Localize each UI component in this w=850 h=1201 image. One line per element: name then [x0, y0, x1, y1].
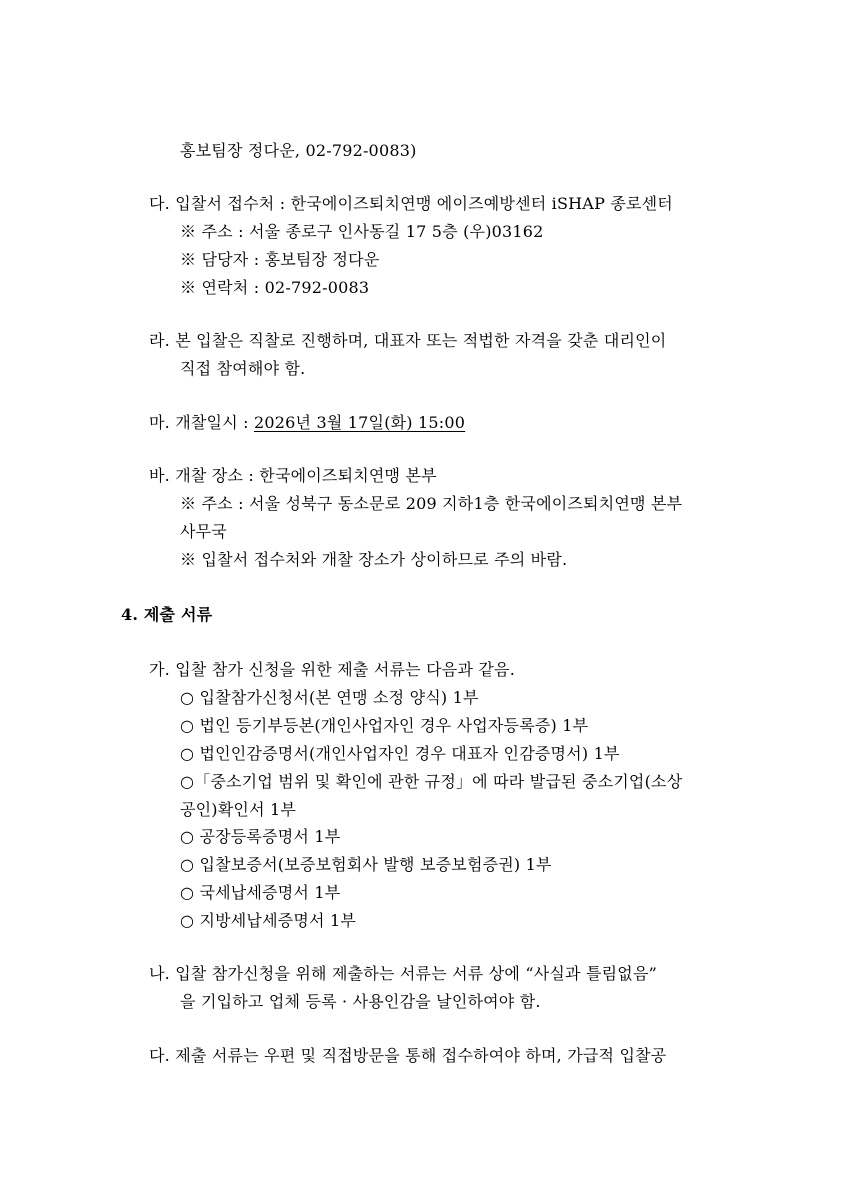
document-item: ○ 입찰참가신청서(본 연맹 소정 양식) 1부 [180, 688, 479, 707]
opening-date-label: 마. 개찰일시 : [149, 413, 255, 432]
reception-address-line: ※ 주소 : 서울 종로구 인사동길 17 5층 (우)03162 [180, 222, 544, 241]
document-item: ○ 법인인감증명서(개인사업자인 경우 대표자 인감증명서) 1부 [180, 744, 620, 763]
contact-end-line: 홍보팀장 정다운, 02-792-0083) [180, 141, 417, 160]
reception-place-line: 다. 입찰서 접수처 : 한국에이즈퇴치연맹 에이즈예방센터 iSHAP 종로센터 [149, 194, 673, 213]
direct-bid-line-2: 직접 참여해야 함. [180, 359, 306, 378]
opening-address-line-2: 사무국 [180, 522, 227, 541]
document-item: ○ 공장등록증명서 1부 [180, 827, 341, 846]
document-item: ○ 입찰보증서(보증보험회사 발행 보증보험증권) 1부 [180, 855, 552, 874]
document-item: ○ 법인 등기부등본(개인사업자인 경우 사업자등록증) 1부 [180, 716, 589, 735]
certification-line-2: 을 기입하고 업체 등록 · 사용인감을 날인하여야 함. [180, 992, 541, 1011]
document-item-continued: 공인)확인서 1부 [180, 800, 297, 819]
reception-phone-line: ※ 연락처 : 02-792-0083 [180, 278, 370, 297]
opening-place-note: ※ 입찰서 접수처와 개찰 장소가 상이하므로 주의 바람. [180, 550, 568, 569]
document-item: ○「중소기업 범위 및 확인에 관한 규정」에 따라 발급된 중소기업(소상 [180, 772, 683, 791]
opening-datetime: 2026년 3월 17일(화) 15:00 [254, 413, 466, 432]
document-item: ○ 지방세납세증명서 1부 [180, 911, 357, 930]
opening-address-line-1: ※ 주소 : 서울 성북구 동소문로 209 지하1층 한국에이즈퇴치연맹 본부 [180, 494, 683, 513]
submission-method-line-1: 다. 제출 서류는 우편 및 직접방문을 통해 접수하여야 하며, 가급적 입찰공 [149, 1046, 667, 1065]
document-item: ○ 국세납세증명서 1부 [180, 883, 341, 902]
opening-date-line [149, 413, 465, 433]
documents-intro: 가. 입찰 참가 신청을 위한 제출 서류는 다음과 같음. [149, 660, 515, 679]
direct-bid-line-1: 라. 본 입찰은 직찰로 진행하며, 대표자 또는 적법한 자격을 갖춘 대리인이 [149, 331, 667, 350]
section-4-title: 4. 제출 서류 [121, 605, 213, 624]
opening-place-line: 바. 개찰 장소 : 한국에이즈퇴치연맹 본부 [149, 466, 437, 485]
reception-manager-line: ※ 담당자 : 홍보팀장 정다운 [180, 250, 380, 269]
certification-line-1: 나. 입찰 참가신청을 위해 제출하는 서류는 서류 상에 “사실과 틀림없음” [149, 964, 657, 983]
